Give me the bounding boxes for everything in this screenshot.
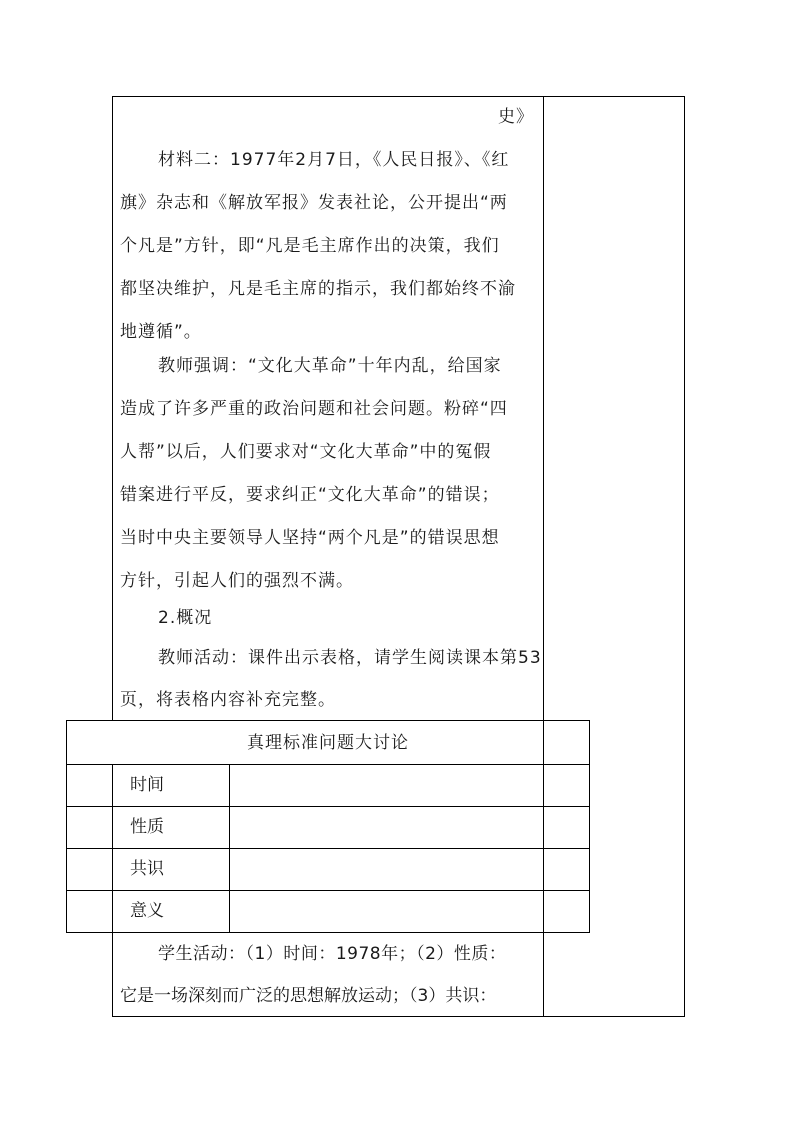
- teacher-emphasis-line-2: 造成了许多严重的政治问题和社会问题。粉碎“四: [120, 399, 508, 419]
- inner-table-row-border-2: [66, 848, 590, 849]
- inner-table-row-label-significance: 意义: [130, 901, 164, 921]
- inner-table-row-label-consensus: 共识: [130, 859, 164, 879]
- inner-table-title: 真理标准问题大讨论: [247, 733, 409, 753]
- teacher-emphasis-line-3: 人帮”以后，人们要求对“文化大革命”中的冤假: [120, 442, 492, 462]
- teacher-emphasis-line-6: 方针，引起人们的强烈不满。: [120, 571, 354, 591]
- inner-table-row-label-time: 时间: [130, 775, 164, 795]
- outer-table-top-border: [112, 96, 685, 97]
- inner-table-row-border-1: [66, 806, 590, 807]
- student-activity-line-2: 它是一场深刻而广泛的思想解放运动；（3）共识：: [120, 986, 497, 1006]
- teacher-emphasis-line-1: 教师强调：“文化大革命”十年内乱，给国家: [158, 356, 502, 376]
- outer-table-left-border-lower: [112, 932, 113, 1017]
- teacher-emphasis-line-5: 当时中央主要领导人坚持“两个凡是”的错误思想: [120, 528, 500, 548]
- section-heading: 2.概况: [158, 608, 213, 628]
- teacher-emphasis-line-4: 错案进行平反，要求纠正“文化大革命”的错误；: [120, 485, 500, 505]
- inner-table-title-bottom-border: [66, 764, 590, 765]
- teacher-activity-line-1: 教师活动：课件出示表格，请学生阅读课本第53: [158, 648, 542, 668]
- material-two-line-4: 都坚决维护，凡是毛主席的指示，我们都始终不渝: [120, 279, 516, 299]
- material-two-line-5: 地遵循”。: [120, 322, 202, 342]
- inner-table-row-label-nature: 性质: [130, 817, 164, 837]
- inner-table-label-left-border: [112, 764, 113, 932]
- material-two-line-3: 个凡是”方针，即“凡是毛主席作出的决策，我们: [120, 236, 500, 256]
- top-tail-text: 史》: [498, 107, 534, 127]
- teacher-activity-line-2: 页，将表格内容补充完整。: [120, 690, 336, 710]
- inner-table-value-left-border: [229, 764, 230, 932]
- outer-table-divider: [543, 96, 544, 1016]
- inner-table-row-border-3: [66, 890, 590, 891]
- outer-table-left-border: [112, 96, 113, 720]
- student-activity-line-1: 学生活动：（1）时间：1978年；（2）性质：: [158, 944, 507, 964]
- material-two-line-2: 旗》杂志和《解放军报》发表社论，公开提出“两: [120, 193, 508, 213]
- inner-table-top-border: [66, 720, 590, 721]
- inner-table-bottom-border: [66, 932, 590, 933]
- material-two-line-1: 材料二：1977年2月7日，《人民日报》、《红: [158, 150, 510, 170]
- outer-table-right-border: [684, 96, 685, 1016]
- outer-table-bottom-border: [112, 1016, 685, 1017]
